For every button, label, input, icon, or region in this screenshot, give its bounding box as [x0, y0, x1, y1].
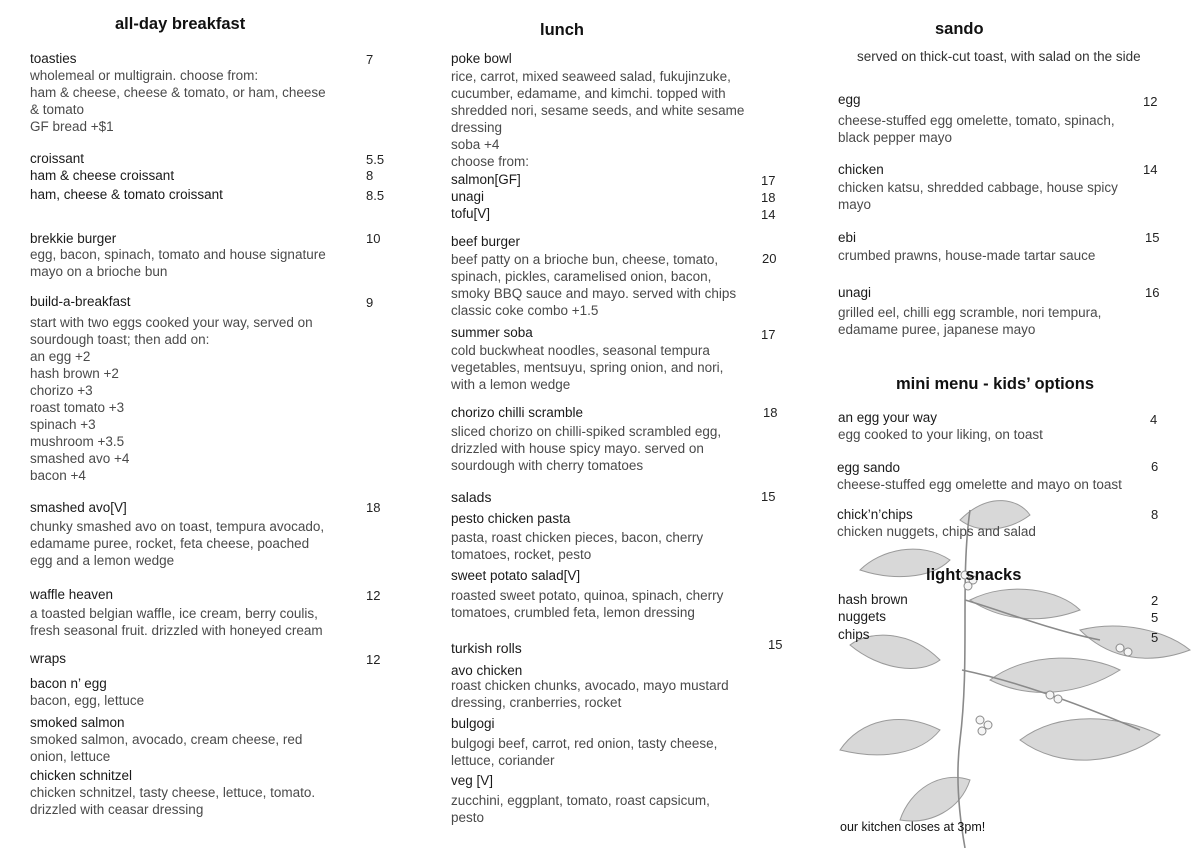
menu-item-price: 17	[761, 173, 776, 188]
menu-item-desc: rice, carrot, mixed seaweed salad, fukujinzuke, cucumber, edamame, and kimchi. topped with shredded nori, sesame seeds, and white sesame dressing soba +4 choose from:	[451, 69, 745, 169]
menu-item-name: chips	[838, 627, 870, 642]
menu-item-name: build-a-breakfast	[30, 294, 131, 309]
menu-item-price: 20	[762, 251, 777, 266]
menu-item-name: turkish rolls	[451, 640, 522, 656]
menu-item-name: waffle heaven	[30, 587, 114, 602]
menu-item-name: egg	[838, 92, 861, 107]
menu-item-price: 12	[1143, 94, 1158, 109]
menu-item-name: pesto chicken pasta	[451, 511, 571, 526]
menu-item-price: 5.5	[366, 152, 385, 167]
menu-item-desc: pasta, roast chicken pieces, bacon, cherry tomatoes, rocket, pesto	[451, 530, 704, 562]
menu-item-name: brekkie burger	[30, 231, 117, 246]
menu-item-price: 15	[761, 489, 776, 504]
menu-item-name: smashed avo[V]	[30, 500, 127, 515]
menu-item-price: 14	[1143, 162, 1158, 177]
menu-item-name: poke bowl	[451, 51, 512, 66]
menu-item-desc: a toasted belgian waffle, ice cream, berry coulis, fresh seasonal fruit. drizzled with honeyed cream	[30, 606, 323, 638]
menu-item-name: salads	[451, 489, 492, 505]
sando-subtitle: served on thick-cut toast, with salad on the side	[857, 49, 1141, 64]
menu-item-name: ham, cheese & tomato croissant	[30, 187, 223, 202]
menu-item-name: tofu[V]	[451, 206, 491, 221]
menu-item-name: nuggets	[838, 609, 887, 624]
menu-item-desc: chicken nuggets, chips and salad	[837, 524, 1036, 539]
menu-item-name: avo chicken	[451, 663, 523, 678]
menu-item-price: 8	[366, 168, 374, 183]
menu-item-price: 7	[366, 52, 374, 67]
menu-item-price: 18	[763, 405, 778, 420]
menu-item-name: salmon[GF]	[451, 172, 521, 187]
menu-item-name: ham & cheese croissant	[30, 168, 175, 183]
menu-item-name: hash brown	[838, 592, 908, 607]
menu-item-desc: roasted sweet potato, quinoa, spinach, cherry tomatoes, crumbled feta, lemon dressing	[451, 588, 724, 620]
menu-item-desc: crumbed prawns, house-made tartar sauce	[838, 248, 1096, 263]
menu-item-price: 9	[366, 295, 374, 310]
menu-item-desc: roast chicken chunks, avocado, mayo mustard dressing, cranberries, rocket	[451, 678, 729, 710]
menu-item-desc: zucchini, eggplant, tomato, roast capsicum, pesto	[451, 793, 710, 825]
menu-item-price: 5	[1151, 630, 1159, 645]
menu-item-price: 12	[366, 652, 381, 667]
menu-item-price: 14	[761, 207, 776, 222]
menu-item-price: 18	[366, 500, 381, 515]
menu-item-desc: smoked salmon, avocado, cream cheese, red onion, lettuce	[30, 732, 303, 764]
menu-item-name: toasties	[30, 51, 77, 66]
menu-item-name: sweet potato salad[V]	[451, 568, 581, 583]
menu-item-desc: chicken katsu, shredded cabbage, house spicy mayo	[838, 180, 1118, 212]
menu-item-price: 15	[768, 637, 783, 652]
menu-item-price: 8	[1151, 507, 1159, 522]
menu-item-price: 18	[761, 190, 776, 205]
menu-item-desc: bacon, egg, lettuce	[30, 693, 145, 708]
menu-item-desc: egg, bacon, spinach, tomato and house signature mayo on a brioche bun	[30, 247, 326, 279]
menu-item-price: 2	[1151, 593, 1159, 608]
menu-item-price: 6	[1151, 459, 1159, 474]
menu-item-desc: wholemeal or multigrain. choose from: ham & cheese, cheese & tomato, or ham, cheese & tomato GF bread +$1	[30, 68, 326, 134]
menu-item-name: unagi	[451, 189, 485, 204]
menu-item-desc: cheese-stuffed egg omelette and mayo on toast	[837, 477, 1122, 492]
menu-item-name: chick’n’chips	[837, 507, 913, 522]
menu-item-name: bulgogi	[451, 716, 495, 731]
menu-item-desc: beef patty on a brioche bun, cheese, tomato, spinach, pickles, caramelised onion, bacon, smoky BBQ sauce and mayo. served with chips classic coke combo +1.5	[451, 252, 737, 318]
menu-item-name: egg sando	[837, 460, 901, 475]
menu-item-price: 17	[761, 327, 776, 342]
menu-item-desc: cheese-stuffed egg omelette, tomato, spinach, black pepper mayo	[838, 113, 1115, 145]
lunch-heading: lunch	[540, 21, 584, 39]
menu-item-name: wraps	[30, 651, 67, 666]
menu-item-name: smoked salmon	[30, 715, 125, 730]
menu-item-name: croissant	[30, 151, 85, 166]
menu-item-price: 5	[1151, 610, 1159, 625]
menu-item-name: summer soba	[451, 325, 533, 340]
menu-item-name: bacon n’ egg	[30, 676, 107, 691]
menu-item-name: an egg your way	[838, 410, 938, 425]
kitchen-hours-note: our kitchen closes at 3pm!	[840, 820, 986, 834]
menu-item-price: 4	[1150, 412, 1158, 427]
menu-item-name: beef burger	[451, 234, 521, 249]
menu-item-desc: egg cooked to your liking, on toast	[838, 427, 1043, 442]
menu-item-name: unagi	[838, 285, 872, 300]
menu-item-desc: grilled eel, chilli egg scramble, nori tempura, edamame puree, japanese mayo	[838, 305, 1102, 337]
menu-item-name: veg [V]	[451, 773, 494, 788]
menu-item-desc: chicken schnitzel, tasty cheese, lettuce, tomato. drizzled with ceasar dressing	[30, 785, 316, 817]
snacks-heading: light snacks	[926, 566, 1022, 584]
menu-item-price: 10	[366, 231, 381, 246]
menu-item-price: 16	[1145, 285, 1160, 300]
menu-item-desc: chunky smashed avo on toast, tempura avocado, edamame puree, rocket, feta cheese, poached egg and a lemon wedge	[30, 519, 325, 568]
menu-item-name: chicken schnitzel	[30, 768, 133, 783]
menu-item-price: 15	[1145, 230, 1160, 245]
breakfast-heading: all-day breakfast	[115, 15, 246, 33]
menu-item-name: chorizo chilli scramble	[451, 405, 584, 420]
sando-heading: sando	[935, 20, 984, 38]
menu-item-desc: sliced chorizo on chilli-spiked scrambled egg, drizzled with house spicy mayo. served on sourdough with cherry tomatoes	[451, 424, 722, 473]
menu-item-price: 8.5	[366, 188, 385, 203]
menu-item-desc: bulgogi beef, carrot, red onion, tasty cheese, lettuce, coriander	[451, 736, 718, 768]
kids-heading: mini menu - kids’ options	[896, 375, 1095, 393]
menu-item-price: 12	[366, 588, 381, 603]
menu-item-desc: cold buckwheat noodles, seasonal tempura vegetables, mentsuyu, spring onion, and nori, with a lemon wedge	[451, 343, 724, 392]
menu-item-name: ebi	[838, 230, 857, 245]
menu-item-name: chicken	[838, 162, 884, 177]
menu-item-desc: start with two eggs cooked your way, served on sourdough toast; then add on: an egg +2 hash brown +2 chorizo +3 roast tomato +3 spinach +3 mushroom +3.5 smashed avo +4 bacon +4	[30, 315, 313, 483]
